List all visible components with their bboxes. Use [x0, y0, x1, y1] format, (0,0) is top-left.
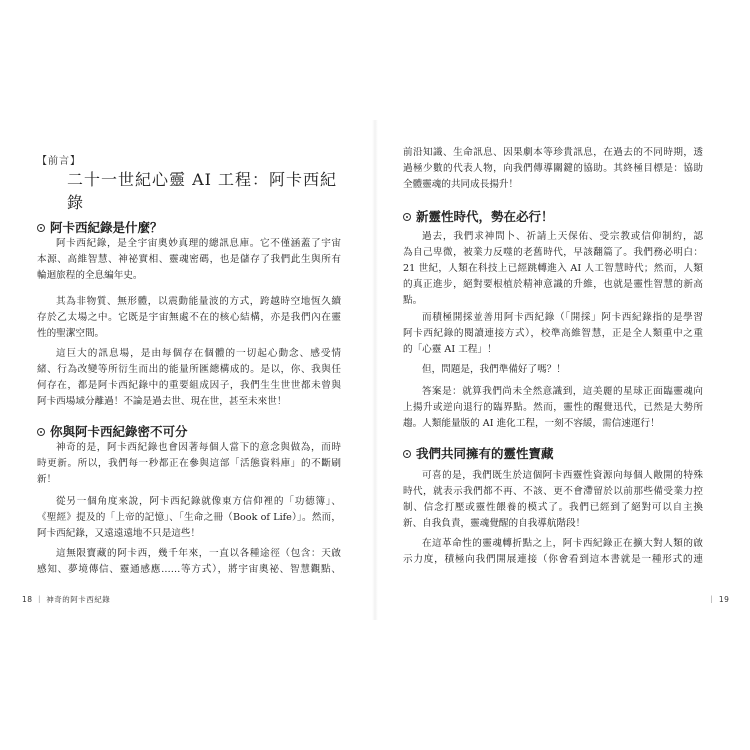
text-line: 性的聖潔空間。 — [37, 328, 105, 339]
text-line: 但，問題是，我們準備好了嗎？！ — [422, 364, 566, 375]
text-line: 這無限寶藏的阿卡西，幾千年來，一直以各種途徑（包含：天啟 — [56, 548, 341, 559]
section-heading-shared-treasure — [403, 444, 554, 462]
section-heading-what-is-akashic — [37, 218, 163, 236]
text-line: 全體靈魂的共同成長揚升！ — [403, 179, 519, 190]
text-line: 這巨大的訊息場，是由每個存在個體的一切起心動念、感受情 — [56, 348, 341, 359]
section-bullet-icon — [403, 213, 411, 221]
text-line: 輪迴旅程的全息編年史。 — [37, 270, 143, 281]
text-line: 答案是：就算我們尚未全然意識到，這美麗的星球正面臨靈魂向 — [422, 386, 703, 397]
text-line: 阿卡西場域分離過！不論是過去世、現在世，甚至未來世！ — [37, 396, 287, 407]
text-line: 上揚升或逆向退行的臨界點。然而，靈性的醒覺迅代，已然是大勢所 — [403, 402, 703, 413]
section-heading-text: 新靈性時代，勢在必行！ — [416, 209, 554, 224]
paragraph — [37, 440, 341, 488]
text-line: 感知、夢境傳信、靈通感應……等方式），將宇宙奧祕、智慧觀點、 — [37, 564, 341, 575]
paragraph — [403, 384, 703, 432]
text-line: 前沿知識、生命訊息、因果劇本等珍貴訊息，在過去的不同時期，透 — [403, 147, 703, 158]
text-line: 新！ — [37, 474, 57, 485]
text-line: 時代，就表示我們都不再、不該、更不會滯留於以前那些備受業力控 — [403, 486, 703, 497]
section-bullet-icon — [37, 428, 45, 436]
paragraph — [37, 346, 341, 410]
text-line: 時更新。所以，我們每一秒都正在參與這部「活態資料庫」的不斷刷 — [37, 458, 341, 469]
text-line: 制、信念打壓或靈性餵養的模式了。我們已經到了絕對可以自主換 — [403, 502, 703, 513]
section-bullet-icon — [37, 224, 45, 232]
text-line: 神奇的是，阿卡西紀錄也會因著每個人當下的意念與做為，而時 — [56, 442, 341, 453]
right-page-footer: ｜ 19 — [708, 595, 730, 604]
left-page-footer: 18 ｜ 神奇的阿卡西紀錄 — [22, 595, 111, 604]
paragraph — [403, 310, 703, 358]
section-heading-text: 阿卡西紀錄是什麼？ — [50, 220, 163, 235]
section-heading-text: 你與阿卡西紀錄密不可分 — [50, 424, 188, 439]
paragraph — [37, 494, 341, 542]
paragraph — [37, 294, 341, 342]
paragraph — [37, 546, 341, 578]
chapter-title: 二十一世紀心靈 AI 工程：阿卡西紀錄 — [67, 170, 338, 212]
text-line: 在這革命性的靈魂轉折點之上，阿卡西紀錄正在擴大對人類的啟 — [422, 538, 703, 549]
text-line: 新、自我負責，靈魂覺醒的自我導航階段！ — [403, 518, 586, 529]
section-bullet-icon — [403, 450, 411, 458]
section-heading-text: 我們共同擁有的靈性寶藏 — [416, 446, 554, 461]
text-line: 示力度，積極向我們開展連接（你會看到這本書就是一種形式的連 — [403, 554, 703, 565]
right-page — [375, 0, 750, 750]
text-line: 點。 — [403, 295, 423, 306]
text-line: 本源、高維智慧、神祕實相、靈魂密碼，也是儲存了我們此生與所有 — [37, 254, 341, 265]
text-line: 21 世紀，人類在科技上已經跳轉進入 AI 人工智慧時代；然而，人類 — [403, 263, 703, 274]
text-line: 可喜的是，我們既生於這個阿卡西靈性資源向每個人敞開的特殊 — [422, 470, 703, 481]
text-line: 的「心靈 AI 工程」！ — [403, 344, 497, 355]
paragraph — [403, 536, 703, 568]
paragraph — [37, 236, 341, 284]
paragraph — [403, 229, 703, 309]
text-line: 阿卡西紀錄的閱讀連接方式），校準高維智慧，正是全人類重中之重 — [403, 328, 703, 339]
text-line: 《聖經》提及的「上帝的記憶」、「生命之冊（Book of Life）」。然而， — [37, 512, 341, 523]
paragraph — [403, 362, 703, 378]
text-line: 的真正進步，絕對要根植於精神意識的升維，也就是靈性智慧的新高 — [403, 279, 703, 290]
text-line: 何存在，都是阿卡西紀錄中的重要組成因子，我們生生世世都未曾與 — [37, 380, 341, 391]
text-line: 為自己卑微，被業力反噬的老舊時代，早該翻篇了。我們務必明白： — [403, 247, 703, 258]
text-line: 緒、行為改變等所衍生而出的能量所匯總構成的。是以，你、我與任 — [37, 364, 341, 375]
text-line: 阿卡西紀錄，又遠遠遠地不只是這些！ — [37, 528, 201, 539]
text-line: 阿卡西紀錄，是全宇宙奧妙真理的總訊息庫。它不僅涵蓋了宇宙 — [56, 238, 341, 249]
text-line: 過去，我們求神問卜、祈請上天保佑、受宗教或信仰制約，認 — [422, 231, 703, 242]
text-line: 其為非物質、無形體，以震動能量波的方式，跨越時空地恆久續 — [56, 296, 341, 307]
text-line: 而積極開採並善用阿卡西紀錄（「開採」阿卡西紀錄指的是學習 — [422, 312, 703, 323]
text-line: 存於乙太場之中。它既是宇宙無處不在的核心結構，亦是我們內在靈 — [37, 312, 341, 323]
section-heading-inseparable — [37, 422, 188, 440]
text-line: 趨。人類能量版的 AI 進化工程，一刻不容緩，需信速運行！ — [403, 418, 660, 429]
paragraph — [403, 468, 703, 532]
paragraph — [403, 145, 703, 193]
text-line: 從另一個角度來說，阿卡西紀錄就像東方信仰裡的「功德簿」、 — [56, 496, 341, 507]
section-heading-new-era — [403, 207, 554, 225]
text-line: 過極少數的代表人物，向我們傳導關鍵的協助。其終極目標是：協助 — [403, 163, 703, 174]
preface-label: 【前言】 — [37, 156, 81, 167]
